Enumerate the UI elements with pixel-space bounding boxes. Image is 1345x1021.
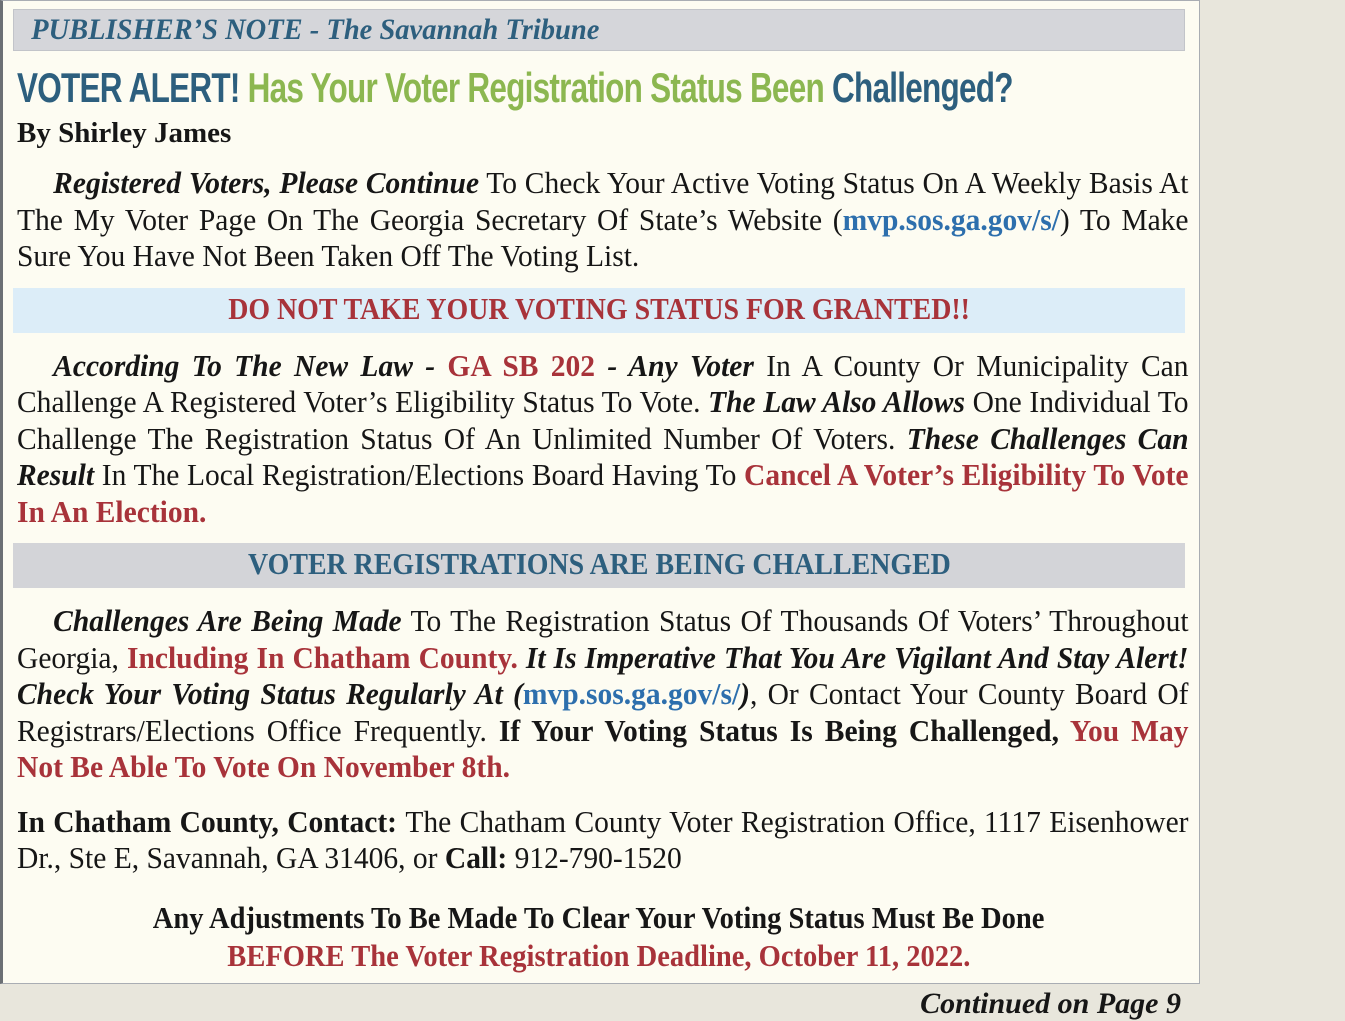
text-segment: Call: [444, 840, 515, 875]
text-segment: ) [740, 676, 750, 711]
text-segment: GA SB 202 [447, 347, 596, 383]
text-segment: In The Local Registration/Elections Board Having To [94, 457, 745, 492]
text-segment: You May Not Be Able To Vote On November 8th. [17, 712, 1189, 784]
publishers-note-title: PUBLISHER’S NOTE - The Savannah Tribune [31, 13, 600, 46]
banner-do-not-take-for-granted-text: DO NOT TAKE YOUR VOTING STATUS FOR GRANTED!! [228, 290, 970, 326]
inline-link[interactable]: mvp.sos.ga.gov/s/ [842, 201, 1060, 237]
text-segment: The Chatham County Voter Registration Office, 1117 Eisenhower Dr., Ste E, Savannah, GA 31406, or [17, 803, 1189, 875]
text-segment: - Any Voter [595, 347, 754, 383]
text-segment: The Law Also Allows [708, 384, 965, 419]
text-segment: According To The New Law - [53, 347, 448, 383]
headline [17, 64, 1185, 112]
text-segment: Including In Chatham County. [126, 639, 518, 675]
closing-adjustments-line: Any Adjustments To Be Made To Clear Your Voting Status Must Be Done [153, 899, 1045, 935]
text-segment: Cancel A Voter’s Eligibility To Vote In An Election. [17, 457, 1189, 529]
text-segment: Challenged? [831, 64, 1013, 111]
byline: By Shirley James [17, 117, 232, 149]
text-segment: VOTER ALERT! [17, 64, 248, 111]
text-segment: To Check Your Active Voting Status On A Weekly Basis At The My Voter Page On The Georgia Secretary Of State’s Website ( [17, 165, 1189, 237]
paragraph-ga-sb-202 [17, 348, 1189, 531]
paragraph-challenges-being-made [17, 603, 1189, 786]
continued-on-page: Continued on Page 9 [920, 986, 1181, 1020]
text-segment: In Chatham County, Contact: [17, 803, 406, 839]
text-segment: To The Registration Status Of Thousands Of Voters’ Throughout Georgia, [17, 603, 1189, 675]
text-segment: In A County Or Municipality Can Challenge A Registered Voter’s Eligibility Status To Vote. [17, 347, 1189, 419]
text-segment: 912-790-1520 [514, 840, 682, 875]
paragraph-chatham-contact [17, 804, 1189, 877]
text-segment: Registered Voters, Please Continue [53, 165, 480, 200]
banner-registrations-challenged-text: VOTER REGISTRATIONS ARE BEING CHALLENGED [247, 546, 951, 581]
headline-text [17, 64, 1013, 112]
publishers-note-bar [13, 9, 1185, 51]
banner-do-not-take-for-granted [13, 288, 1185, 333]
text-segment: ) To Make Sure You Have Not Been Taken Off The Voting List. [17, 201, 1189, 273]
closing-deadline-line: BEFORE The Voter Registration Deadline, October 11, 2022. [227, 937, 971, 973]
paragraph-check-voting-status [17, 165, 1189, 275]
text-segment: If Your Voting Status Is Being Challenged, [498, 712, 1070, 748]
text-segment: , Or Contact Your County Board Of Registrars/Elections Office Frequently. [17, 676, 1189, 748]
text-segment: These Challenges Can Result [17, 420, 1189, 492]
text-segment: One Individual To Challenge The Registration Status Of An Unlimited Number Of Voters. [17, 384, 1189, 456]
text-segment: Challenges Are Being Made [53, 603, 402, 638]
inline-link[interactable]: mvp.sos.ga.gov/s/ [522, 676, 741, 711]
banner-registrations-challenged [13, 543, 1185, 588]
closing-notice [13, 899, 1185, 975]
text-segment: Has Your Voter Registration Status Been [247, 64, 832, 111]
text-segment: It Is Imperative That You Are Vigilant And Stay Alert! Check Your Voting Status Regularly At ( [17, 639, 1189, 711]
